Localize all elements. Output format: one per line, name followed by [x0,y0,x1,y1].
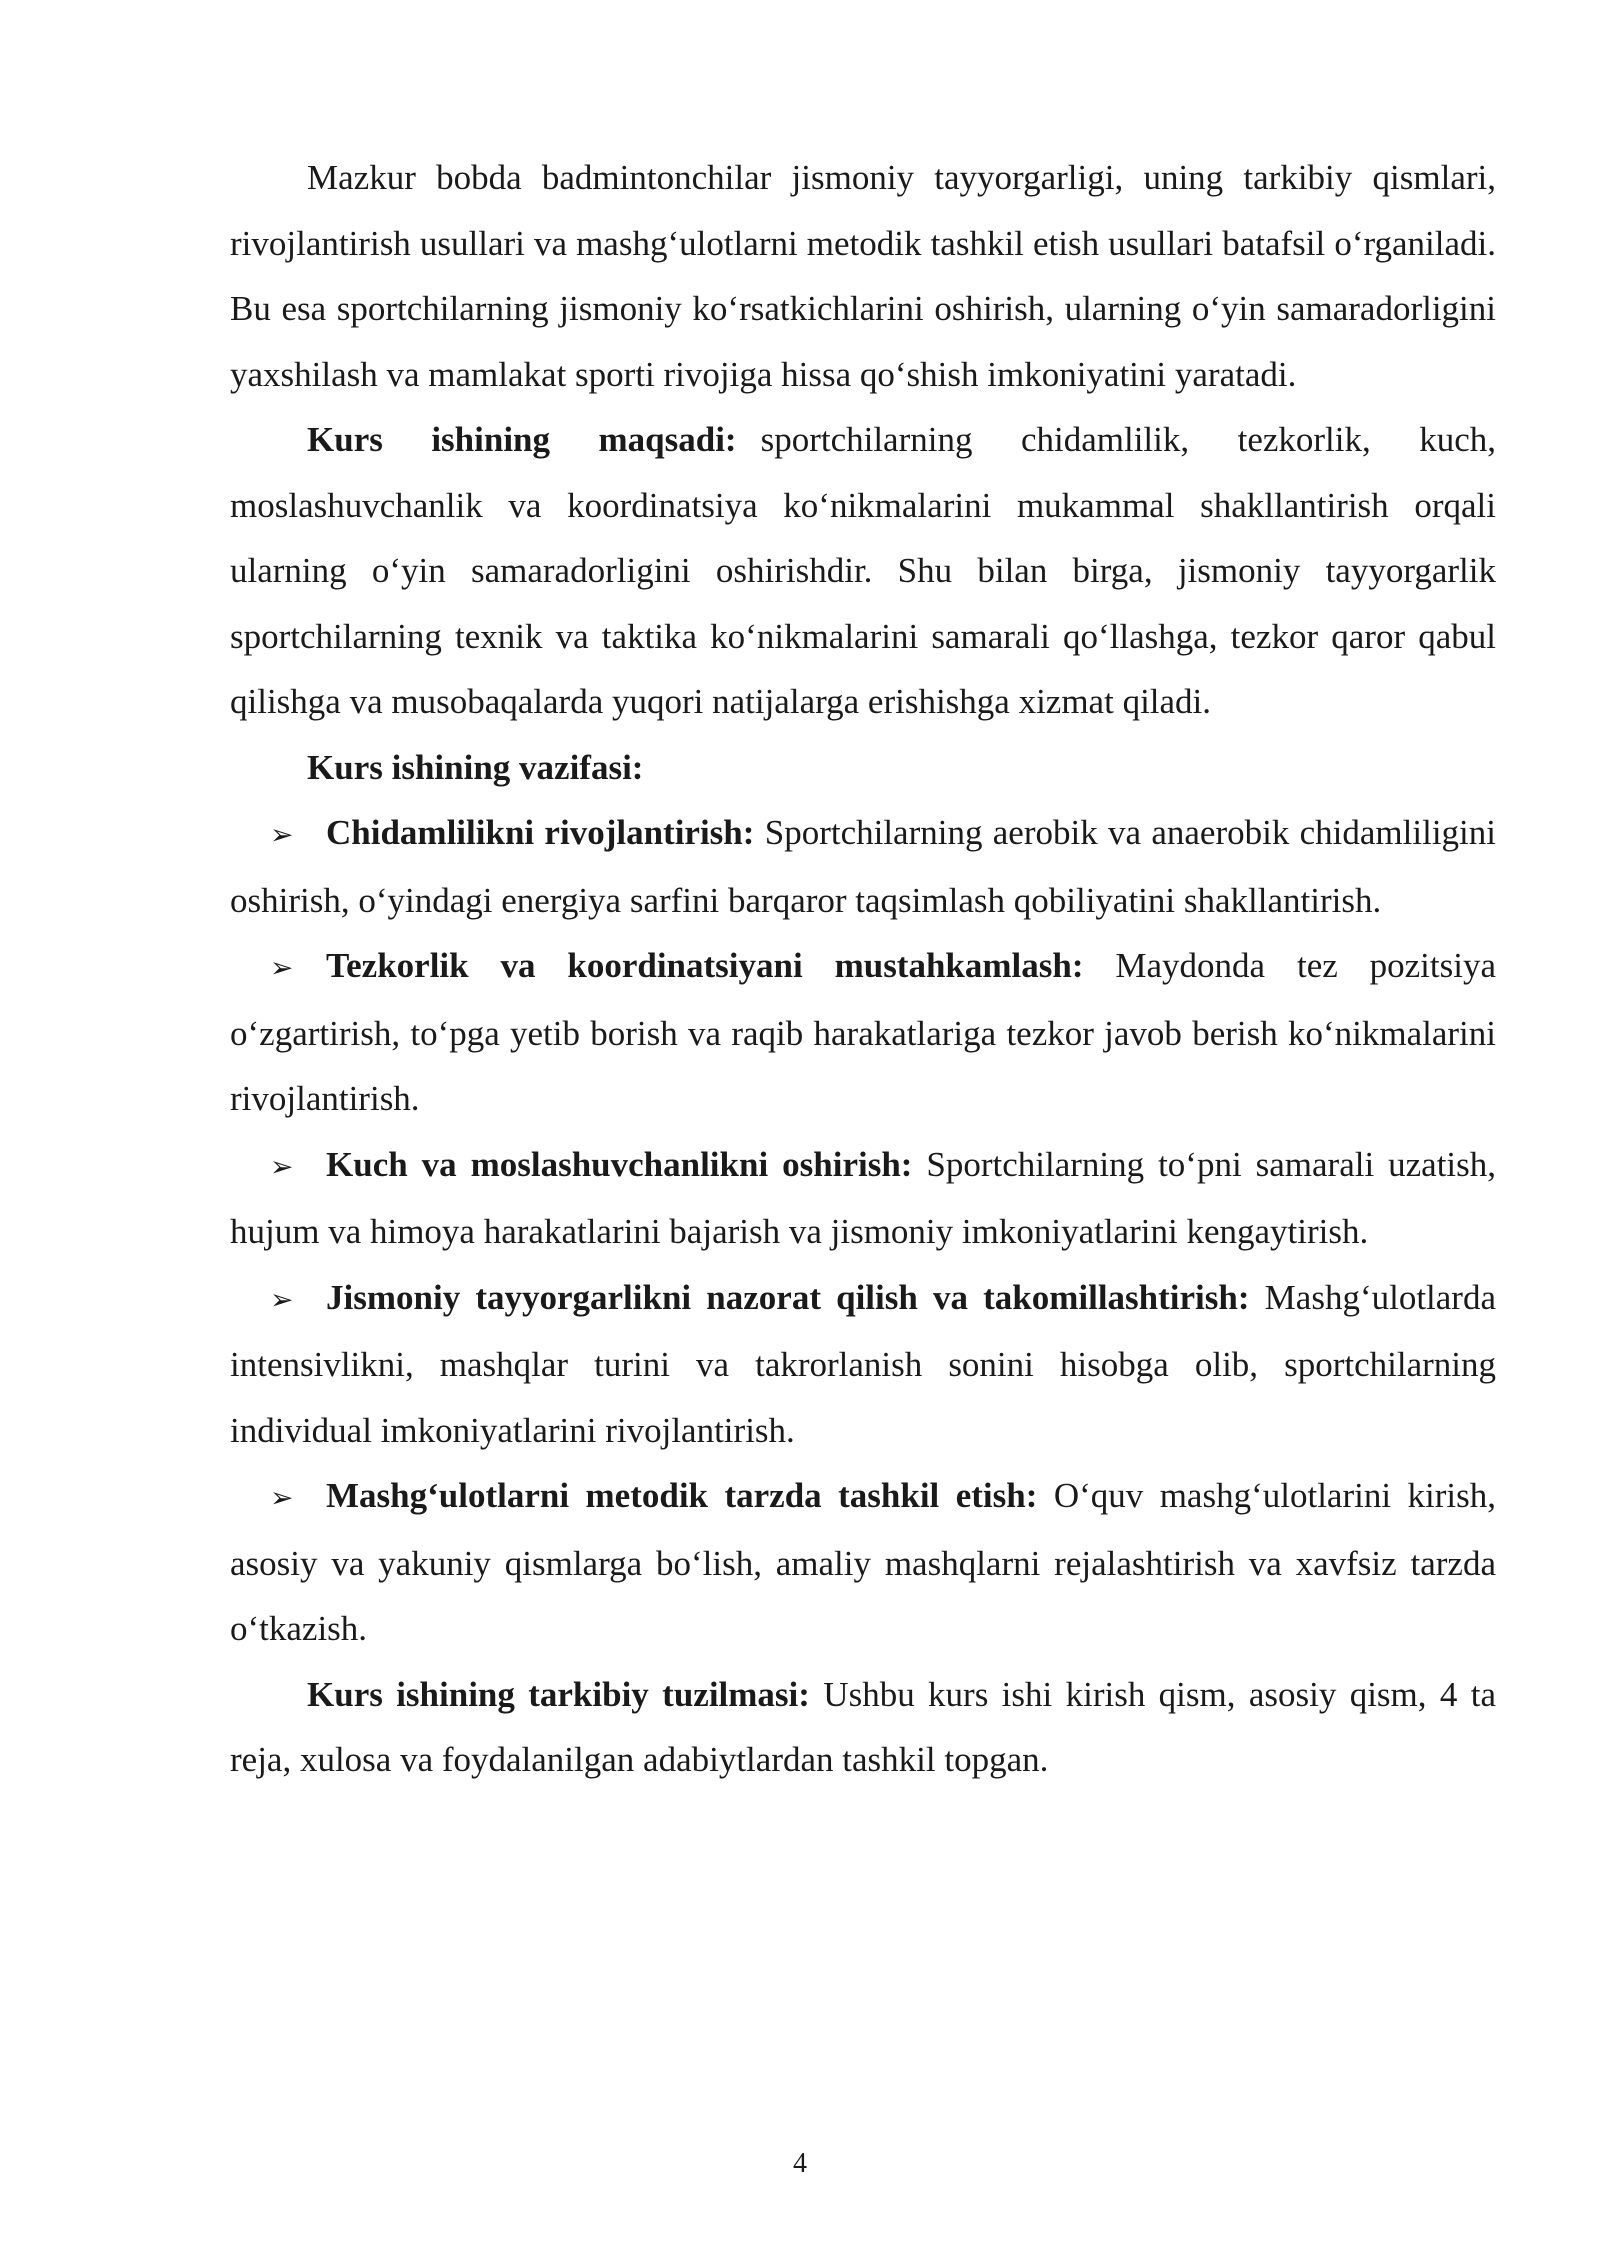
arrow-bullet-icon: ➢ [270,1282,294,1316]
task-label: Chidamlilikni rivojlantirish: [326,813,755,852]
task-item [230,800,1496,933]
task-text: Maydonda tez pozitsiya o‘zgartirish, to‘pga yetib borish va raqib harakatlariga tezkor javob berish ko‘nikmalarini rivojlantirish. [230,946,1496,1118]
arrow-bullet-icon: ➢ [270,951,294,984]
task-label: Mashg‘ulotlarni metodik tarzda tashkil etish: [326,1476,1038,1515]
task-item [230,1463,1496,1662]
goal-text: sportchilarning chidamlilik, tezkorlik, kuch, moslashuvchanlik va koordinatsiya ko‘nikmalarini mukammal shakllantirish orqali ularning o‘yin samaradorligini oshirishdir. Shu bilan birga, jismoniy tayyorgarlik sportchilarning texnik va taktika ko‘nikmalarini samarali qo‘llashga, tezkor qaror qabul qilishga va musobaqalarda yuqori natijalarga erishishga xizmat qiladi. [230,420,1496,721]
document-page [230,145,1496,1793]
structure-label: Kurs ishining tarkibiy tuzilmasi: [307,1674,810,1714]
task-item [230,1132,1496,1265]
arrow-bullet-icon: ➢ [270,818,294,851]
task-item [230,933,1496,1132]
task-text: Sportchilarning to‘pni samarali uzatish, hujum va himoya harakatlarini bajarish va jismoniy imkoniyatlarini kengaytirish. [230,1144,1497,1251]
task-label: Tezkorlik va koordinatsiyani mustahkamlash: [326,946,1084,985]
page-number: 4 [793,2148,807,2179]
structure-text: Ushbu kurs ishi kirish qism, asosiy qism, 4 ta reja, xulosa va foydalanilgan adabiytlardan tashkil topgan. [230,1674,1496,1779]
intro-paragraph [230,145,1496,407]
task-text: O‘quv mashg‘ulotlarini kirish, asosiy va yakuniy qismlarga bo‘lish, amaliy mashqlarni rejalashtirish va xavfsiz tarzda o‘tkazish. [230,1476,1496,1648]
tasks-heading-paragraph [230,735,1496,801]
goal-label: Kurs ishining maqsadi: [307,420,737,459]
arrow-bullet-icon: ➢ [270,1481,294,1514]
arrow-bullet-icon: ➢ [270,1149,294,1183]
intro-text: Mazkur bobda badmintonchilar jismoniy tayyorgarligi, uning tarkibiy qismlari, rivojlantirish usullari va mashg‘ulotlarni metodik tashkil etish usullari batafsil o‘rganiladi. Bu esa sportchilarning jismoniy ko‘rsatkichlarini oshirish, ularning o‘yin samaradorligini yaxshilash va mamlakat sporti rivojiga hissa qo‘shish imkoniyatini yaratadi. [230,158,1496,394]
task-item [230,1265,1496,1464]
goal-paragraph [230,407,1496,735]
task-text: Mashg‘ulotlarda intensivlikni, mashqlar turini va takrorlanish sonini hisobga olib, sportchilarning individual imkoniyatlarini rivojlantirish. [230,1277,1496,1450]
tasks-heading: Kurs ishining vazifasi: [307,747,644,787]
task-text: Sportchilarning aerobik va anaerobik chidamliligini oshirish, o‘yindagi energiya sarfini barqaror taqsimlash qobiliyatini shakllantirish. [230,813,1497,920]
task-label: Kuch va moslashuvchanlikni oshirish: [326,1144,913,1184]
task-label: Jismoniy tayyorgarlikni nazorat qilish va takomillashtirish: [326,1277,1250,1317]
structure-paragraph [230,1662,1496,1793]
